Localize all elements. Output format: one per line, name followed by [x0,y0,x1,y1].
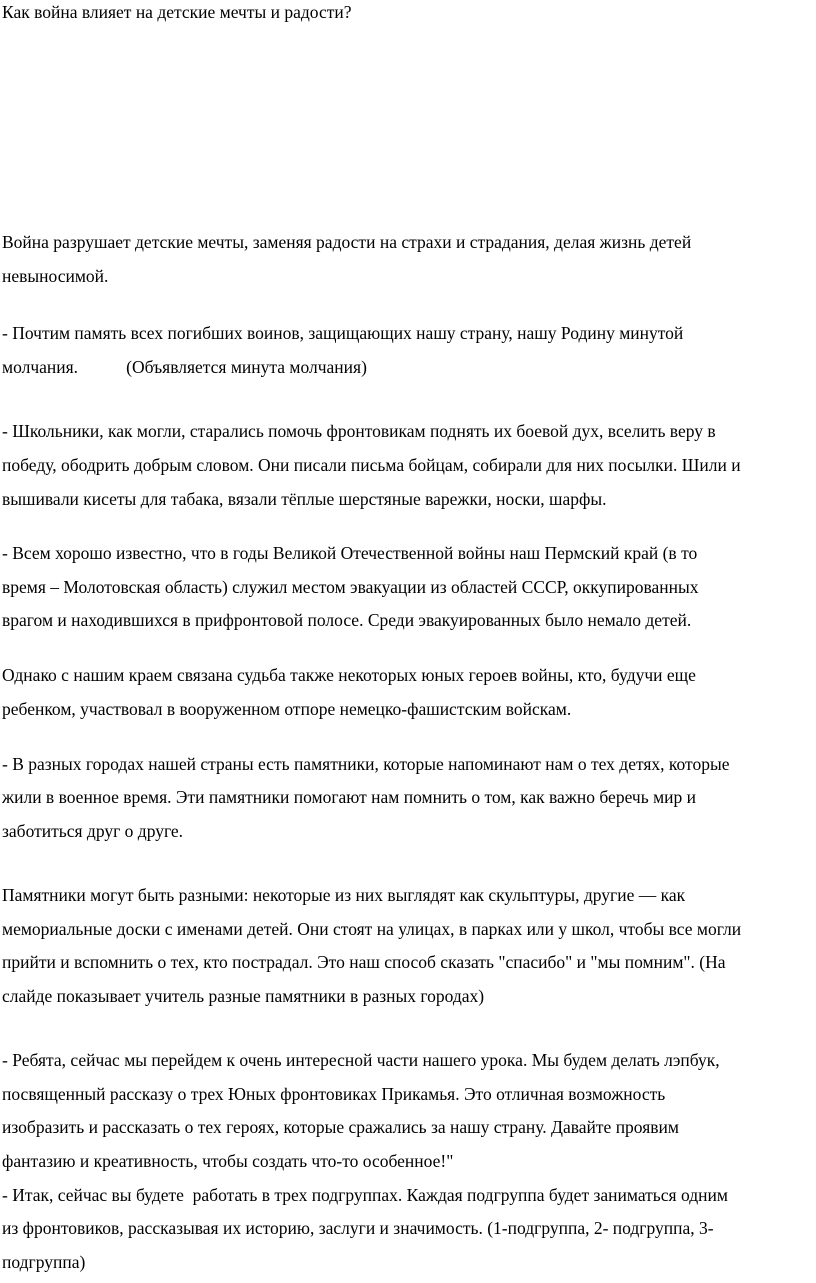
paragraph-line: изобразить и рассказать о тех героях, которые сражались за нашу страну. Давайте проявим [2,1117,679,1137]
paragraph-line: Война разрушает детские мечты, заменяя радости на страхи и страдания, делая жизнь детей [2,232,692,252]
paragraph-line: - В разных городах нашей страны есть памятники, которые напоминают нам о тех детях, которые [2,754,730,774]
paragraph-line: мемориальные доски с именами детей. Они стоят на улицах, в парках или у школ, чтобы все могли [2,919,742,939]
paragraph-line: - Школьники, как могли, старались помочь фронтовикам поднять их боевой дух, вселить веру в [2,421,716,441]
paragraph-line: ребенком, участвовал в вооруженном отпоре немецко-фашистским войскам. [2,699,572,719]
paragraph-line: молчания. (Объявляется минута молчания) [2,357,367,377]
paragraph-line: Памятники могут быть разными: некоторые из них выглядят как скульптуры, другие — как [2,885,686,905]
document-heading: Как война влияет на детские мечты и радости? [2,2,352,22]
paragraph-line: заботиться друг о друге. [2,821,184,841]
paragraph-line: вышивали кисеты для табака, вязали тёплые шерстяные варежки, носки, шарфы. [2,489,607,509]
paragraph-line: Однако с нашим краем связана судьба также некоторых юных героев войны, кто, будучи еще [2,665,696,685]
paragraph-line: прийти и вспомнить о тех, кто пострадал. Это наш способ сказать "спасибо" и "мы помним". (На [2,952,726,972]
paragraph-line: врагом и находившихся в прифронтовой полосе. Среди эвакуированных было немало детей. [2,610,692,630]
paragraph-line: слайде показывает учитель разные памятники в разных городах) [2,986,485,1006]
paragraph-line: невыносимой. [2,266,109,286]
paragraph-line: - Почтим память всех погибших воинов, защищающих нашу страну, нашу Родину минутой [2,323,684,343]
paragraph-line: победу, ободрить добрым словом. Они писали письма бойцам, собирали для них посылки. Шили и [2,455,741,475]
paragraph-line: - Итак, сейчас вы будете работать в трех подгруппах. Каждая подгруппа будет заниматься одним [2,1185,728,1205]
paragraph-line: подгруппа) [2,1252,86,1272]
paragraph-line: жили в военное время. Эти памятники помогают нам помнить о том, как важно беречь мир и [2,787,696,807]
paragraph-line: из фронтовиков, рассказывая их историю, заслуги и значимость. (1-подгруппа, 2- подгруппа, 3- [2,1218,714,1238]
paragraph-line: - Всем хорошо известно, что в годы Великой Отечественной войны наш Пермский край (в то [2,543,698,563]
paragraph-line: - Ребята, сейчас мы перейдем к очень интересной части нашего урока. Мы будем делать лэпбук, [2,1050,720,1070]
paragraph-line: посвященный рассказу о трех Юных фронтовиках Прикамья. Это отличная возможность [2,1084,666,1104]
paragraph-line: фантазию и креативность, чтобы создать что-то особенное!" [2,1151,454,1171]
paragraph-line: время – Молотовская область) служил местом эвакуации из областей СССР, оккупированных [2,577,699,597]
